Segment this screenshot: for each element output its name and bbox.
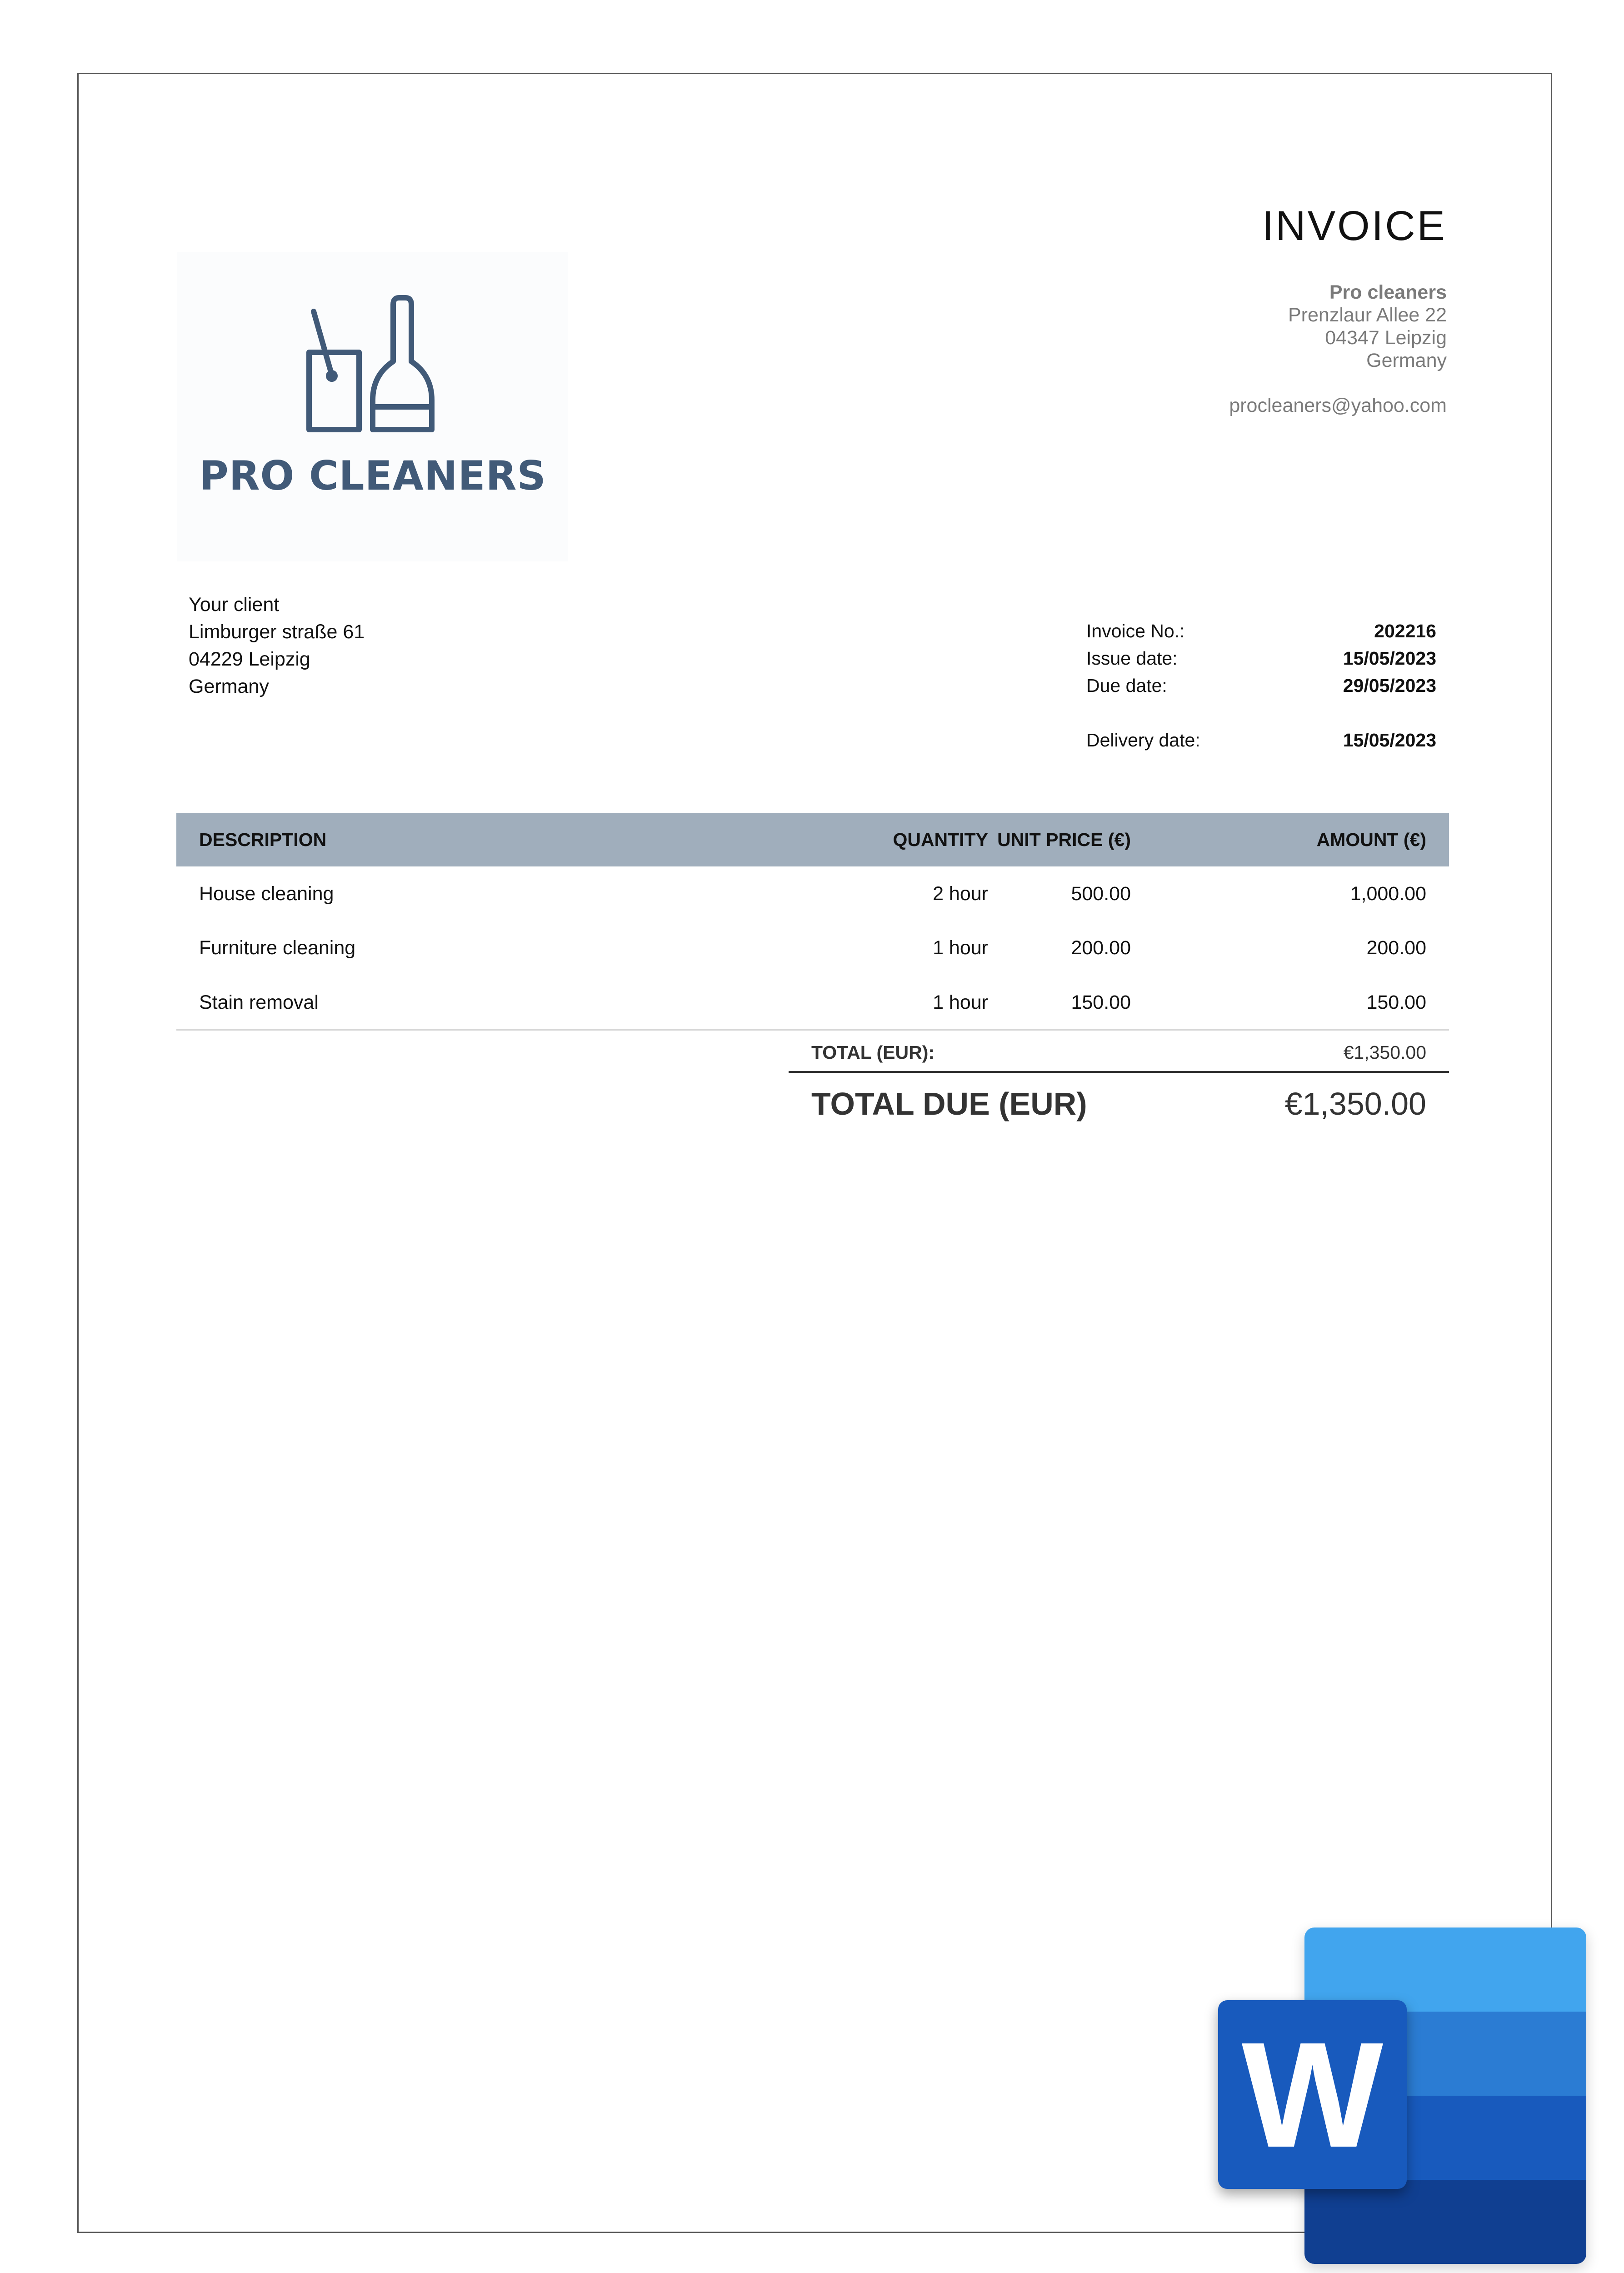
client-street: Limburger straße 61: [189, 621, 365, 643]
company-logo: [177, 252, 568, 561]
logo-text: PRO CLEANERS: [199, 452, 546, 499]
due-date-value: 29/05/2023: [1343, 675, 1436, 696]
total-label: TOTAL (EUR):: [811, 1042, 935, 1063]
cleaning-icon: [300, 293, 450, 448]
total-row: [789, 1031, 1449, 1072]
column-unit-price: UNIT PRICE (€): [997, 829, 1131, 850]
meta-row-issue-date: [1086, 648, 1436, 675]
meta-row-invoice-no: [1086, 621, 1436, 648]
total-due-value: €1,350.00: [1284, 1086, 1426, 1121]
table-divider: [176, 1029, 1449, 1031]
row-unit-price: 500.00: [1071, 883, 1131, 905]
meta-row-due-date: [1086, 675, 1436, 702]
company-email: procleaners@yahoo.com: [1229, 395, 1447, 416]
client-address: [189, 591, 365, 700]
company-country: Germany: [1366, 350, 1447, 371]
row-unit-price: 200.00: [1071, 937, 1131, 959]
meta-row-delivery-date: [1086, 730, 1436, 757]
company-name: Pro cleaners: [1329, 281, 1447, 303]
client-country: Germany: [189, 676, 269, 697]
company-city: 04347 Leipzig: [1325, 327, 1447, 349]
word-icon-letter: W: [1218, 2000, 1407, 2189]
table-row: [176, 975, 1449, 1029]
due-date-label: Due date:: [1086, 675, 1167, 696]
table-row: [176, 921, 1449, 974]
row-amount: 1,000.00: [1350, 883, 1426, 905]
delivery-date-label: Delivery date:: [1086, 730, 1200, 751]
table-header: [176, 813, 1449, 866]
total-due-row: [789, 1077, 1449, 1127]
client-city: 04229 Leipzig: [189, 648, 310, 670]
row-amount: 200.00: [1366, 937, 1426, 959]
table-row: [176, 866, 1449, 920]
total-value: €1,350.00: [1343, 1042, 1426, 1063]
column-description: DESCRIPTION: [199, 829, 327, 850]
company-address: [1288, 281, 1447, 372]
column-quantity: QUANTITY: [893, 829, 988, 850]
row-description: Furniture cleaning: [199, 937, 356, 959]
invoice-no-label: Invoice No.:: [1086, 621, 1185, 641]
invoice-title: INVOICE: [1262, 203, 1447, 249]
row-quantity: 1 hour: [933, 937, 988, 959]
delivery-date-value: 15/05/2023: [1343, 730, 1436, 751]
client-name: Your client: [189, 594, 280, 616]
row-quantity: 2 hour: [933, 883, 988, 905]
invoice-no-value: 202216: [1374, 621, 1436, 641]
row-amount: 150.00: [1366, 991, 1426, 1013]
row-description: Stain removal: [199, 991, 319, 1013]
issue-date-value: 15/05/2023: [1343, 648, 1436, 669]
invoice-meta: [1086, 621, 1436, 757]
word-icon: [1218, 1928, 1591, 2273]
company-street: Prenzlaur Allee 22: [1288, 304, 1447, 326]
row-unit-price: 150.00: [1071, 991, 1131, 1013]
total-due-label: TOTAL DUE (EUR): [811, 1086, 1087, 1121]
column-amount: AMOUNT (€): [1316, 829, 1426, 850]
word-icon-band: [1304, 2180, 1586, 2264]
word-icon-band: [1304, 1928, 1586, 2012]
issue-date-label: Issue date:: [1086, 648, 1178, 669]
row-description: House cleaning: [199, 883, 334, 905]
total-divider: [789, 1071, 1449, 1073]
row-quantity: 1 hour: [933, 991, 988, 1013]
